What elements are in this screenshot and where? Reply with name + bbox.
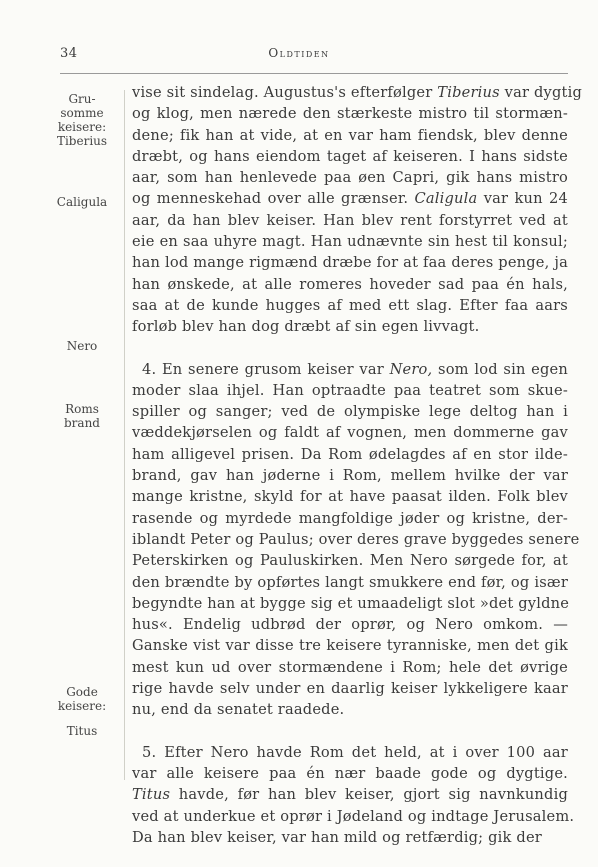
text-line: ved at underkue et oprør i Jødeland og indtage Jerusalem.	[132, 807, 575, 825]
margin-note-line: Nero	[66, 339, 98, 353]
text-line: 4. En senere grusom keiser var Nero, som lod sin egen	[142, 360, 568, 378]
margin-note-line: brand	[64, 416, 100, 430]
margin-note-line: Caligula	[56, 195, 108, 209]
text-line: og menneskehad over alle grænser. Caligula var kun 24	[132, 190, 568, 208]
header-rule	[60, 73, 568, 74]
margin-note-line: Gru-	[68, 92, 96, 106]
text-line: dene; fik han at vide, at en var ham fiendsk, blev denne	[132, 126, 568, 144]
text-line: væddekjørselen og faldt af vognen, men dommerne gav	[132, 424, 568, 442]
text-line: begyndte han at bygge sig et umaadeligt slot »det gyldne	[132, 594, 570, 612]
page-header	[0, 46, 598, 66]
emphasized-name: Titus	[132, 786, 171, 804]
margin-note-line: Titus	[66, 724, 98, 738]
text-line: eie en saa uhyre magt. Han udnævnte sin hest til konsul;	[132, 233, 568, 251]
text-line: ham alligevel prisen. Da Rom ødelagdes af en stor ilde-	[132, 445, 568, 463]
text-line: vise sit sindelag. Augustus's efterfølger Tiberius var dygtig	[132, 84, 583, 101]
margin-note-line: Roms	[65, 402, 99, 416]
text-line: aar, da han blev keiser. Han blev rent forstyrret ved at	[132, 211, 568, 229]
emphasized-name: Caligula	[414, 190, 478, 208]
text-line: Da han blev keiser, var han mild og retfærdig; gik der	[132, 828, 542, 846]
margin-note-line: Tiberius	[56, 134, 108, 148]
margin-note-line: keisere:	[57, 699, 107, 713]
text-line: hus«. Endelig udbrød der oprør, og Nero omkom. —	[132, 616, 568, 634]
text-line: rige havde selv under en daarlig keiser lykkeligere kaar	[132, 680, 568, 698]
text-line: han lod mange rigmænd dræbe for at faa deres penge, ja	[132, 254, 568, 272]
paragraph-gap	[132, 338, 568, 359]
text-line: saa at de kunde hugges af med ett slag. Efter faa aars	[132, 296, 568, 314]
text-line: 5. Efter Nero havde Rom det held, at i over 100 aar	[142, 743, 568, 761]
margin-note-titus	[40, 724, 124, 738]
text-line: rasende og myrdede mangfoldige jøder og kristne, der-	[132, 509, 568, 527]
text-line: den brændte by opførtes langt smukkere end før, og især	[132, 573, 568, 591]
text-line: var alle keisere paa én nær baade gode og dygtige.	[132, 764, 568, 782]
text-line: forløb blev han dog dræbt af sin egen livvagt.	[132, 318, 480, 336]
text-line: han ønskede, at alle romeres hoveder sad paa én hals,	[132, 275, 568, 293]
text-line: Peterskirken og Pauluskirken. Men Nero sørgede for, at	[132, 552, 568, 570]
margin-note-line: keisere:	[57, 120, 107, 134]
margin-note-caligula	[40, 195, 124, 209]
text-line: mest kun ud over stormændene i Rom; hele det øvrige	[132, 658, 568, 676]
text-line: Titus havde, før han blev keiser, gjort sig navnkundig	[132, 786, 568, 804]
text-line: spiller og sanger; ved de olympiske lege deltog han i	[132, 403, 568, 421]
body-text	[132, 82, 583, 848]
text-line: moder slaa ihjel. Han optraadte paa teatret som skue-	[132, 381, 568, 399]
margin-note-line: Gode	[66, 685, 98, 699]
paragraph	[132, 742, 575, 848]
text-line: nu, end da senatet raadede.	[132, 701, 345, 719]
margin-note-good-emperors	[40, 685, 124, 713]
emphasized-name: Tiberius	[437, 84, 500, 101]
text-line: mange kristne, skyld for at have paasat ilden. Folk blev	[132, 488, 568, 506]
text-line: Ganske vist var disse tre keisere tyranniske, men det gik	[132, 637, 568, 655]
paragraph-gap	[132, 721, 568, 742]
text-line: dræbt, og hans eiendom taget af keiseren. I hans sidste	[132, 147, 568, 165]
paragraph	[132, 359, 580, 721]
text-line: brand, gav han jøderne i Rom, mellem hvilke der var	[132, 467, 568, 485]
page-number: 34	[60, 46, 78, 61]
margin-note-nero	[40, 339, 124, 353]
margin-note-line: somme	[60, 106, 104, 120]
margin-note-gruesome-emperors	[40, 92, 124, 148]
margin-note-rome-fire	[40, 402, 124, 430]
text-line: og klog, men nærede den stærkeste mistro til stormæn-	[132, 105, 568, 123]
text-line: iblandt Peter og Paulus; over deres grave byggedes senere	[132, 530, 580, 548]
margin-divider	[124, 90, 125, 780]
emphasized-name: Nero,	[389, 360, 433, 378]
text-line: aar, som han henlevede paa øen Capri, gik hans mistro	[132, 169, 568, 187]
paragraph	[132, 82, 583, 338]
running-head: Oldtiden	[268, 46, 330, 60]
